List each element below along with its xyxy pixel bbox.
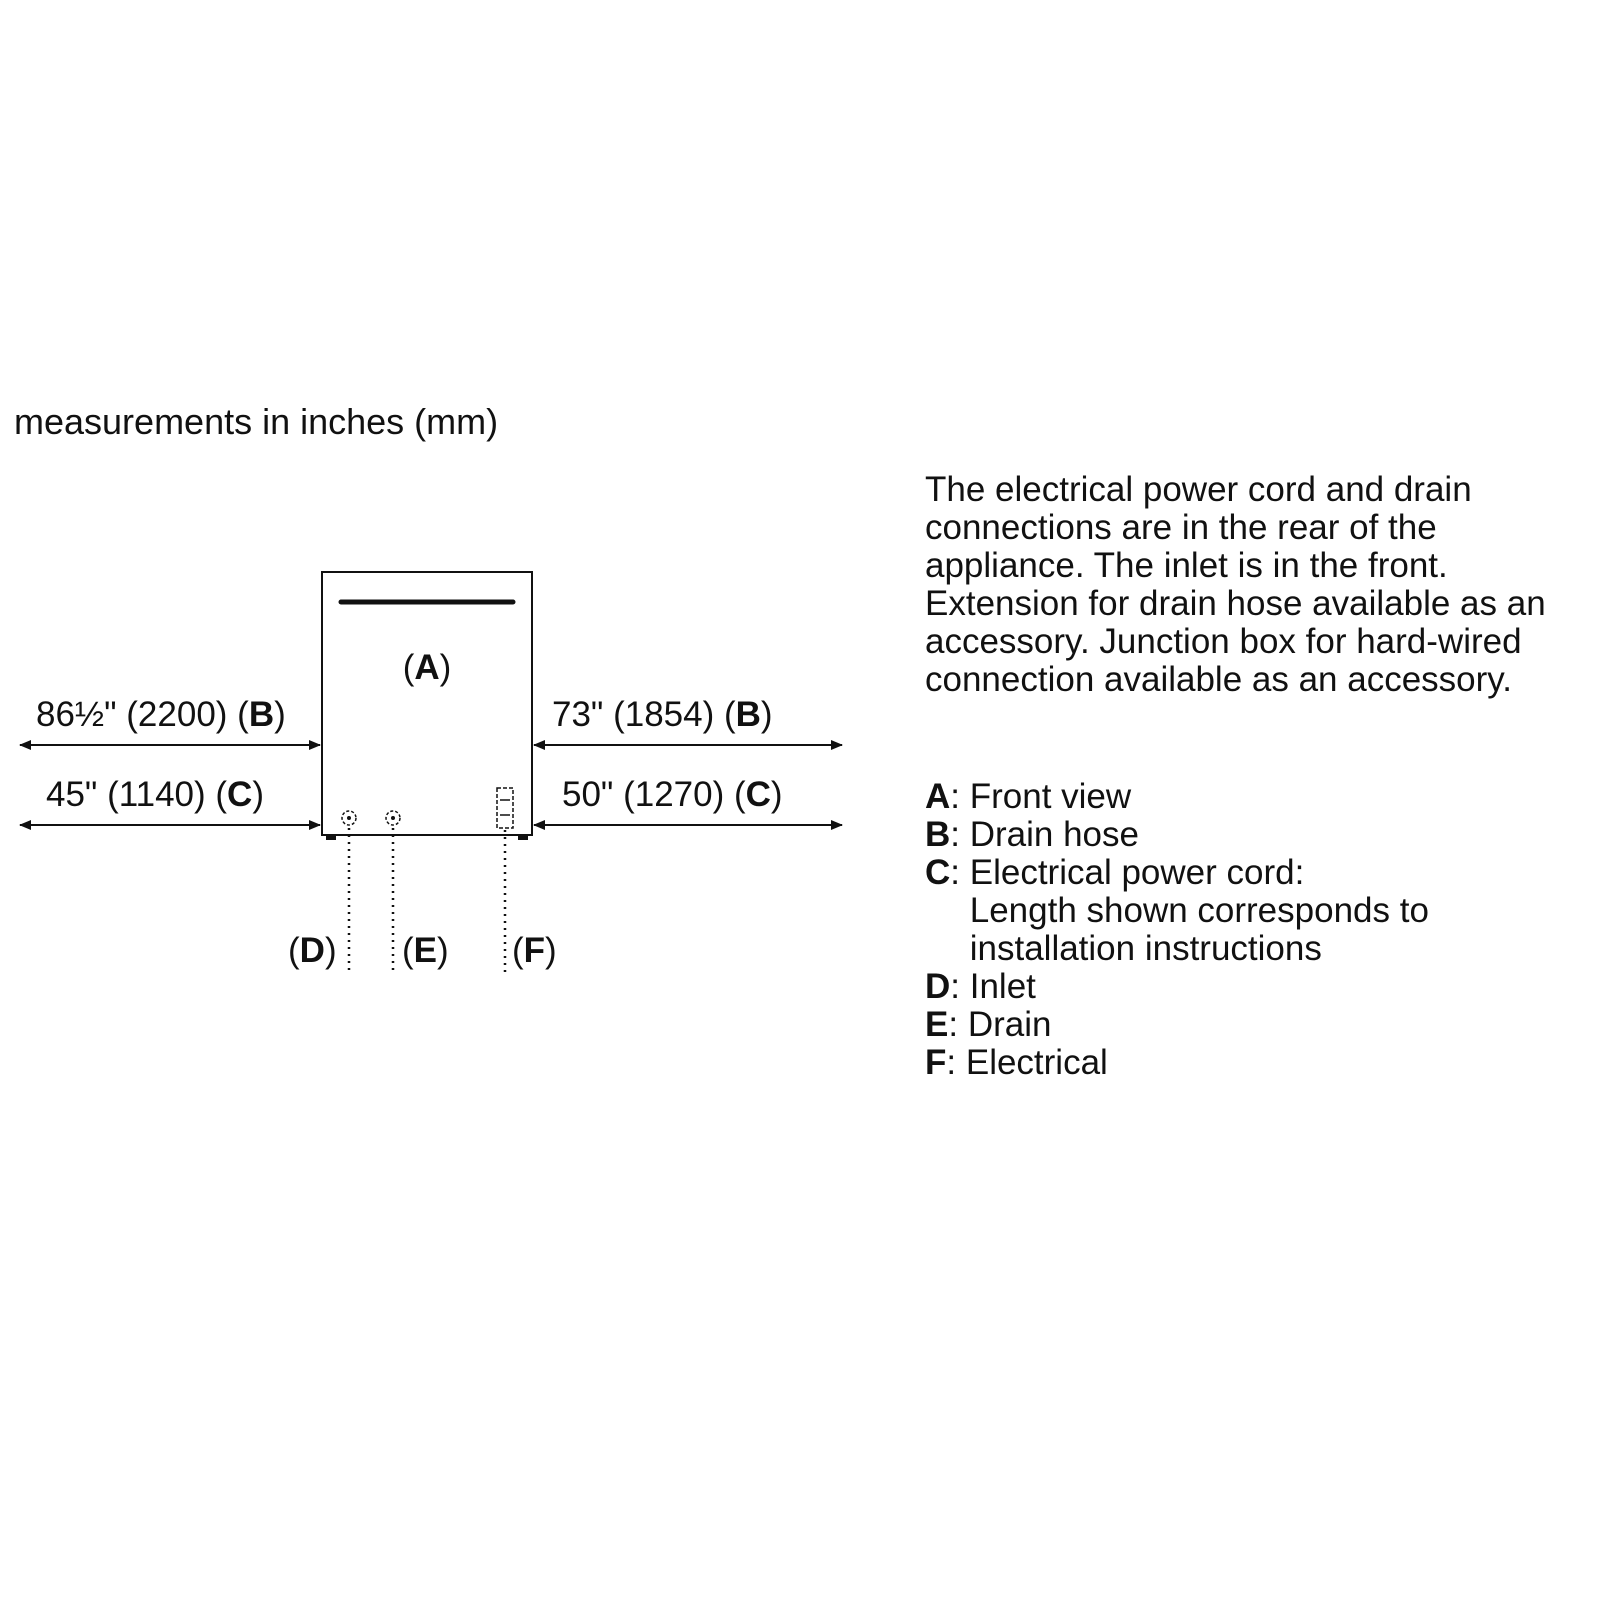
description-text: The electrical power cord and drain connections are in the rear of the appliance. The inlet is in the front. Extension for drain hose available as an accessory. Junction box for hard-wired connection available as an accessory. (925, 470, 1546, 699)
legend-text: Electrical power cord: Length shown corresponds to installation instructions (969, 853, 1429, 968)
right-drain-hose-dimension: 73" (1854) (B) (552, 695, 773, 734)
legend-separator: : (950, 967, 970, 1006)
legend-text: Front view (969, 777, 1132, 816)
appliance-foot-left (326, 835, 336, 840)
legend-separator: : (950, 815, 970, 854)
legend-item-a (925, 778, 1429, 816)
legend-key: C (925, 853, 951, 892)
legend-key: A (925, 777, 951, 816)
appliance-outline (322, 572, 532, 835)
legend-text: Inlet (969, 967, 1036, 1006)
left-drain-hose-dimension: 86½" (2200) (B) (36, 695, 286, 734)
legend-separator: : (948, 1005, 968, 1044)
legend-key: B (925, 815, 951, 854)
measurements-title: measurements in inches (mm) (14, 401, 499, 442)
legend-text: Drain (967, 1005, 1052, 1044)
right-power-cord-dimension: 50" (1270) (C) (562, 775, 783, 814)
connection-description (925, 471, 1585, 699)
legend-item-e (925, 1006, 1429, 1044)
appliance-label: (A) (402, 648, 452, 687)
legend (925, 778, 1429, 1082)
legend-item-c (925, 854, 1429, 968)
legend-key: F (925, 1043, 947, 1082)
drain-label: (E) (402, 931, 449, 970)
legend-text: Electrical (965, 1043, 1108, 1082)
electrical-label: (F) (512, 931, 557, 970)
left-power-cord-dimension: 45" (1140) (C) (46, 775, 264, 814)
appliance-foot-right (518, 835, 528, 840)
legend-key: D (925, 967, 951, 1006)
legend-key: E (925, 1005, 949, 1044)
legend-separator: : (950, 777, 970, 816)
legend-item-b (925, 816, 1429, 854)
inlet-label: (D) (288, 931, 337, 970)
legend-text: Drain hose (969, 815, 1139, 854)
legend-item-f (925, 1044, 1429, 1082)
legend-separator: : (946, 1043, 966, 1082)
legend-separator: : (950, 853, 970, 892)
legend-item-d (925, 968, 1429, 1006)
